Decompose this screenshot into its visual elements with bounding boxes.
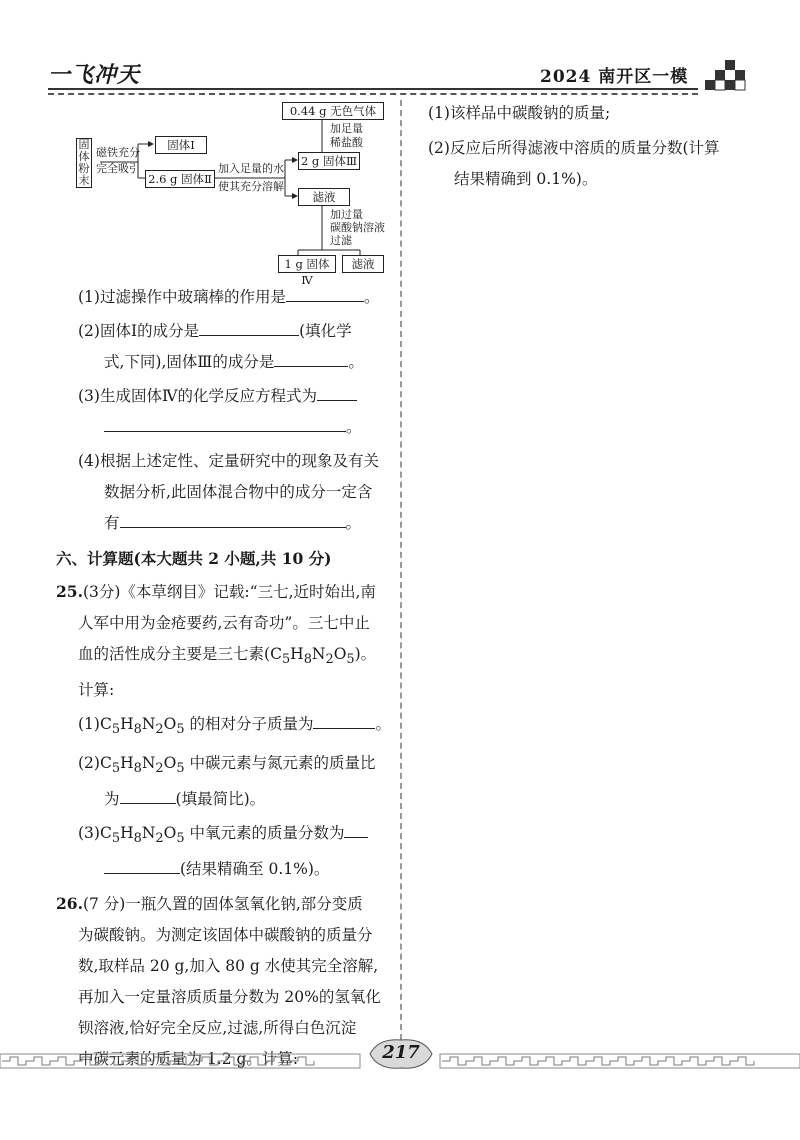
answer-blank[interactable] xyxy=(120,787,176,804)
answer-blank[interactable] xyxy=(120,511,346,528)
answer-blank[interactable] xyxy=(313,712,375,729)
formula: $C_5H_8N_2O_5$ xyxy=(99,754,185,777)
question-25-line4: 计算: xyxy=(78,681,115,700)
question-3: (3)生成固体Ⅳ的化学反应方程式为 xyxy=(56,381,396,412)
header-rule-dashed xyxy=(48,93,698,95)
header-rule xyxy=(48,88,698,90)
answer-blank[interactable] xyxy=(274,350,348,367)
question-26-line6: 中碳元素的质量为 1.2 g。计算: xyxy=(78,1050,299,1069)
question-26: 26.(7 分)一瓶久置的固体氢氧化钠,部分变质 xyxy=(56,894,363,914)
solid-4-box: 1 g 固体Ⅳ xyxy=(278,255,336,273)
question-26-line4: 再加入一定量溶质质量分数为 20%的氢氧化 xyxy=(78,988,381,1007)
question-25-3-cont: (结果精确至 0.1%)。 xyxy=(56,854,396,885)
acid-label-2: 稀盐酸 xyxy=(330,136,363,149)
magnet-label-1: 磁铁充分 xyxy=(96,146,140,159)
answer-blank[interactable] xyxy=(104,857,180,874)
formula: $C_5H_8N_2O_5$ xyxy=(99,715,185,738)
right-column-questions xyxy=(428,98,758,195)
carbonate-label-2: 碳酸钠溶液 xyxy=(330,221,385,234)
question-25-1: $(1)C_5H_8N_2O_5$ 的相对分子质量为 。 xyxy=(56,709,396,745)
answer-blank[interactable] xyxy=(199,319,299,336)
filtrate-2-box: 滤液 xyxy=(342,255,384,273)
answer-blank[interactable] xyxy=(286,285,364,302)
formula: $C_5H_8N_2O_5$ xyxy=(270,645,355,668)
answer-blank[interactable] xyxy=(344,821,368,838)
answer-blank[interactable] xyxy=(317,384,357,401)
solid-2-box: 2.6 g 固体Ⅱ xyxy=(145,170,215,188)
question-25: 25.(3分)《本草纲目》记载:“三七,近时始出,南 xyxy=(56,582,376,601)
gas-box: 0.44 g 无色气体 xyxy=(282,102,384,120)
carbonate-label-3: 过滤 xyxy=(330,234,352,247)
filtrate-box: 滤液 xyxy=(298,188,350,206)
question-1: (1)过滤操作中玻璃棒的作用是 。 xyxy=(56,282,396,313)
start-solid-powder: 固体粉末 xyxy=(76,138,92,188)
question-25-2: $(2)C_5H_8N_2O_5$ 中碳元素与氮元素的质量比 xyxy=(78,754,376,777)
question-26-line2: 为碳酸钠。为测定该固体中碳酸钠的质量分 xyxy=(78,926,373,945)
question-26-line5: 钡溶液,恰好完全反应,过滤,所得白色沉淀 xyxy=(78,1019,357,1038)
answer-blank[interactable] xyxy=(104,415,346,432)
section-heading: 六、计算题(本大题共 2 小题,共 10 分) xyxy=(56,549,332,568)
column-divider xyxy=(400,100,402,1040)
water-label-1: 加入足量的水 xyxy=(218,162,284,175)
acid-label-1: 加足量 xyxy=(330,122,363,135)
solid-3-box: 2 g 固体Ⅲ xyxy=(298,152,360,170)
question-2-cont: 式,下同),固体Ⅲ的成分是 。 xyxy=(56,347,396,378)
question-25-line2: 人军中用为金疮要药,云有奇功”。三七中止 xyxy=(78,614,370,632)
brand-logo-text: 一飞冲天 xyxy=(48,63,141,88)
page-number: 217 xyxy=(382,1042,420,1063)
question-4: (4)根据上述定性、定量研究中的现象及有关 xyxy=(78,452,379,470)
solid-1-box: 固体Ⅰ xyxy=(155,136,207,154)
exam-title: 2024 南开区一模 xyxy=(540,67,689,87)
checker-decoration xyxy=(705,58,749,96)
formula: $C_5H_8N_2O_5$ xyxy=(99,824,185,847)
question-4-cont: 数据分析,此固体混合物中的成分一定含 xyxy=(104,483,373,501)
question-2: (2)固体Ⅰ的成分是 (填化学 xyxy=(56,316,396,347)
question-25-2-cont: 为 (填最简比)。 xyxy=(56,784,396,815)
question-26-line3: 数,取样品 20 g,加入 80 g 水使其完全溶解, xyxy=(78,957,379,976)
question-25-line3: 血的活性成分主要是三七素$(C_5H_8N_2O_5)$。 xyxy=(78,645,377,668)
left-column-questions xyxy=(56,282,396,1075)
water-label-2: 使其充分溶解 xyxy=(218,180,284,193)
experiment-flow-diagram xyxy=(70,100,400,287)
question-25-3: $(3)C_5H_8N_2O_5$ 中氧元素的质量分数为 xyxy=(56,818,396,854)
carbonate-label-1: 加过量 xyxy=(330,208,363,221)
question-4-cont2: 有 。 xyxy=(56,508,396,539)
question-26-2: (2)反应后所得滤液中溶质的质量分数(计算 xyxy=(428,139,720,157)
question-26-1: (1)该样品中碳酸钠的质量; xyxy=(428,104,611,122)
question-3-cont: 。 xyxy=(56,412,396,443)
question-26-2-cont: 结果精确到 0.1%)。 xyxy=(454,170,598,188)
magnet-label-2: 完全吸引 xyxy=(96,162,140,175)
